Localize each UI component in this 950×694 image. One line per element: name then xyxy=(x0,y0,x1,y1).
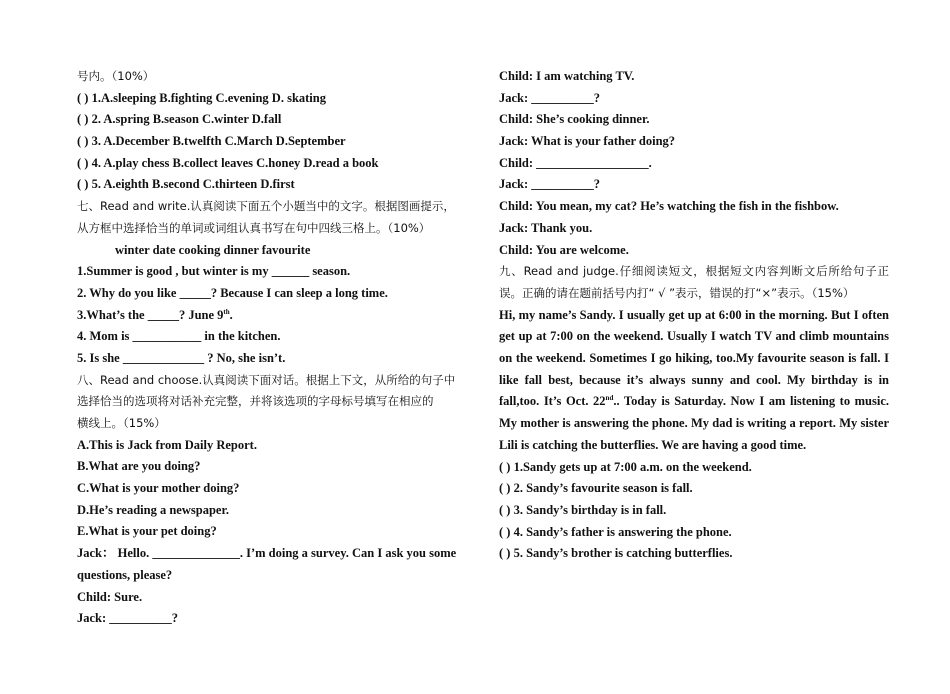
dialogue-line-5: Jack: __________? xyxy=(499,90,601,105)
question-7-5: 5. Is she _____________ ? No, she isn’t. xyxy=(77,350,286,365)
left-column xyxy=(77,66,467,630)
section-seven-heading: 七、Read and write.认真阅读下面五个小题当中的文字。根据图画提示， xyxy=(77,199,455,214)
judge-question-3: ( ) 3. Sandy’s birthday is in fall. xyxy=(499,502,667,517)
dialogue-line-12: Child: You are welcome. xyxy=(499,242,629,257)
judge-question-1: ( ) 1.Sandy gets up at 7:00 a.m. on the weekend. xyxy=(499,459,752,474)
option-b: B.What are you doing? xyxy=(77,459,201,474)
question-7-4: 4. Mom is ___________ in the kitchen. xyxy=(77,329,281,344)
dialogue-line-10: Child: You mean, my cat? He’s watching the fish in the fishbow. xyxy=(499,199,839,214)
option-e: E.What is your pet doing? xyxy=(77,524,217,539)
question-7-1: 1.Summer is good , but winter is my ______ season. xyxy=(77,264,351,279)
dialogue-line-3: Jack: __________? xyxy=(77,611,179,626)
option-d: D.He’s reading a newspaper. xyxy=(77,502,229,517)
passage-text-b: .. Today is Saturday. Now I am listening to music. My mother is answering the phone. My dad is writing a report. My sister Lili is catching the butterflies. We are having a good time. xyxy=(499,394,889,452)
dialogue-line-7: Jack: What is your father doing? xyxy=(499,134,676,149)
dialogue-line-11: Jack: Thank you. xyxy=(499,220,593,235)
right-column xyxy=(499,66,889,565)
section-nine-heading: 九、Read and judge.仔细阅读短文，根据短文内容判断文后所给句子正误。正确的请在题前括号内打“ √ ”表示，错误的打“×”表示。（15%） xyxy=(499,264,889,300)
ordinal-suffix: th xyxy=(223,307,230,316)
section-seven-instruction: 从方框中选择恰当的单词或词组认真书写在句中四线三格上。（10%） xyxy=(77,220,431,235)
dialogue-line-4: Child: I am watching TV. xyxy=(499,69,635,83)
question-6-3: ( ) 3. A.December B.twelfth C.March D.September xyxy=(77,134,346,149)
passage-ordinal-suffix: nd xyxy=(605,394,614,403)
question-6-5: ( ) 5. A.eighth B.second C.thirteen D.first xyxy=(77,177,295,192)
dialogue-line-8: Child: __________________. xyxy=(499,155,652,170)
question-6-1: ( ) 1.A.sleeping B.fighting C.evening D. skating xyxy=(77,90,326,105)
question-7-3-end: . xyxy=(229,307,233,322)
section-six-instruction-end: 号内。（10%） xyxy=(77,69,155,83)
dialogue-line-1: Jack： Hello. ______________. I’m doing a survey. Can I ask you some xyxy=(77,546,457,561)
section-eight-instruction-end: 横线上。（15%） xyxy=(77,416,166,430)
section-eight-instruction: 选择恰当的选项将对话补充完整，并将该选项的字母标号填写在相应的 xyxy=(77,394,434,409)
question-6-4: ( ) 4. A.play chess B.collect leaves C.honey D.read a book xyxy=(77,155,379,170)
dialogue-line-9: Jack: __________? xyxy=(499,177,601,192)
question-7-3 xyxy=(77,305,467,327)
question-6-2: ( ) 2. A.spring B.season C.winter D.fall xyxy=(77,112,282,127)
judge-question-2: ( ) 2. Sandy’s favourite season is fall. xyxy=(499,481,693,496)
judge-question-5: ( ) 5. Sandy’s brother is catching butterflies. xyxy=(499,546,733,561)
word-box: winter date cooking dinner favourite xyxy=(115,242,311,257)
dialogue-line-1-cont: questions, please? xyxy=(77,567,173,582)
dialogue-line-6: Child: She’s cooking dinner. xyxy=(499,112,650,127)
section-eight-heading: 八、Read and choose.认真阅读下面对话。根据上下文，从所给的句子中 xyxy=(77,372,456,387)
question-7-2: 2. Why do you like _____? Because I can sleep a long time. xyxy=(77,285,388,300)
judge-question-4: ( ) 4. Sandy’s father is answering the phone. xyxy=(499,524,732,539)
reading-passage xyxy=(499,305,889,457)
passage-text-a: Hi, my name’s Sandy. I usually get up at 6:00 in the morning. But I often get up at 7:00 on the weekend. Usually I watch TV and climb mountains on the weekend. Sometimes I go hiking, too.My favourite season is fall. I like fall best, because it’s always sunny and cool. My birthday is in fall,too. It’s Oct. 22 xyxy=(499,307,889,409)
dialogue-line-2: Child: Sure. xyxy=(77,589,143,604)
question-7-3-text: 3.What’s the _____? June 9 xyxy=(77,307,224,322)
option-a: A.This is Jack from Daily Report. xyxy=(77,437,257,452)
option-c: C.What is your mother doing? xyxy=(77,481,240,496)
